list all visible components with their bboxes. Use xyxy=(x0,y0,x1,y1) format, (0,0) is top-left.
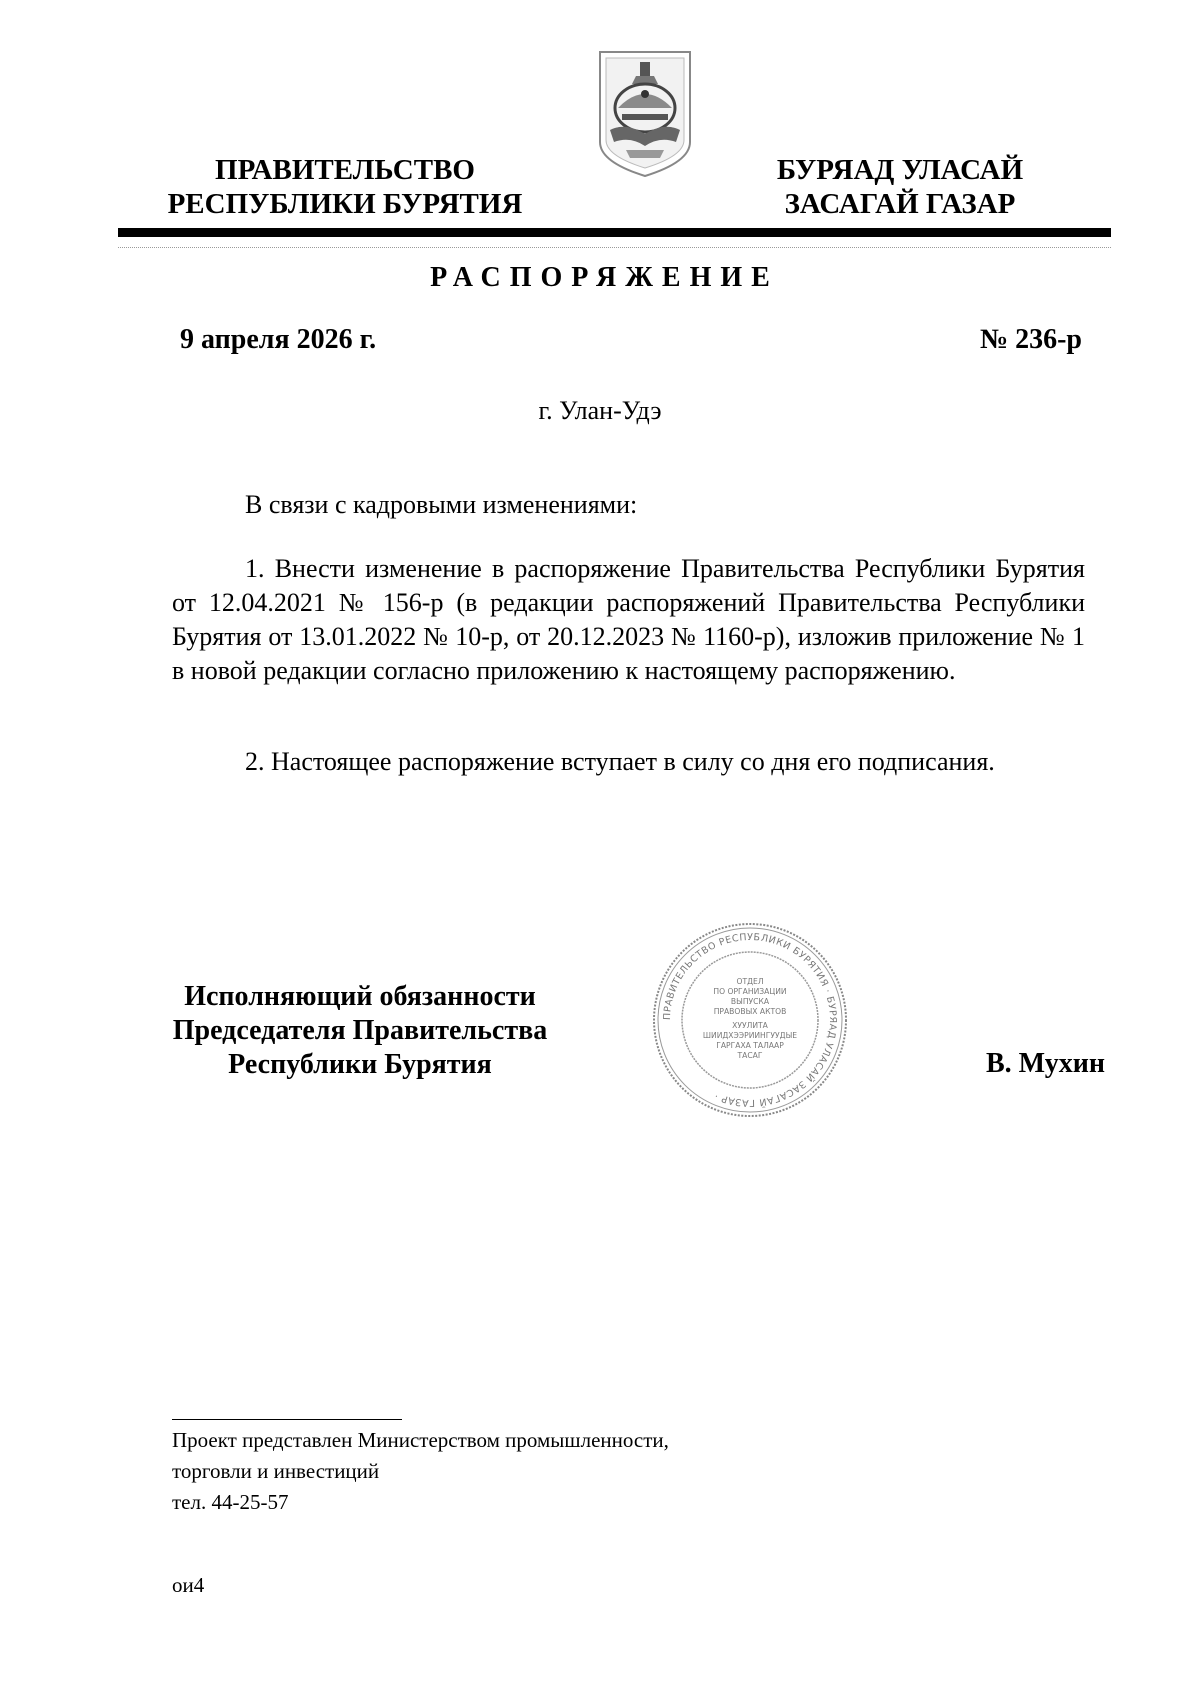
preamble: В связи с кадровыми изменениями: xyxy=(245,490,638,519)
header-left-line1: ПРАВИТЕЛЬСТВО xyxy=(215,154,475,186)
seal-line: ГАРГАХА ТАЛААР xyxy=(716,1041,784,1050)
document-number: № 236-р xyxy=(979,324,1082,355)
document-code: ои4 xyxy=(172,1573,205,1597)
header-divider-thick xyxy=(118,228,1111,237)
header-right-line1: БУРЯАД УЛАСАЙ xyxy=(776,154,1024,186)
seal-ring-text: ПРАВИТЕЛЬСТВО РЕСПУБЛИКИ БУРЯТИЯ · БУРЯАД УЛАСАЙ ЗАСАГАЙ ГАЗАР · xyxy=(661,931,839,1109)
document-date: 9 апреля 2026 г. xyxy=(180,324,377,355)
document-type-title: РАСПОРЯЖЕНИЕ xyxy=(430,262,779,293)
seal-line: ХУУЛИТА xyxy=(732,1021,768,1030)
seal-line: ВЫПУСКА xyxy=(730,997,770,1006)
signatory-name: В. Мухин xyxy=(986,1048,1105,1079)
footnote xyxy=(172,1425,669,1518)
paragraph-1: 1. Внести изменение в распоряжение Правительства Республики Бурятия от 12.04.2021 № 156-р (в редакции распоряжений Правительства Республики Бурятия от 13.01.2022 № 10-р, от 20.12.2023 № 1160-р), изложив приложение № 1 в новой редакции согласно приложению к настоящему распоряжению. xyxy=(172,554,1085,685)
seal-line: ПРАВОВЫХ АКТОВ xyxy=(713,1007,787,1016)
paragraph-2: 2. Настоящее распоряжение вступает в силу со дня его подписания. xyxy=(245,747,995,776)
header-right xyxy=(740,153,1060,221)
signature-title-line1: Исполняющий обязанности xyxy=(184,981,536,1012)
signature-title-line3: Республики Бурятия xyxy=(228,1049,492,1080)
footnote-line2: торговли и инвестиций xyxy=(172,1459,380,1483)
header-left xyxy=(160,153,530,221)
header-divider-thin xyxy=(118,247,1111,248)
seal-line: ПО ОРГАНИЗАЦИИ xyxy=(713,987,787,996)
signature-title xyxy=(160,980,560,1082)
seal-line: ОТДЕЛ xyxy=(736,977,764,986)
coat-of-arms-emblem xyxy=(596,50,694,178)
seal-line: ТАСАГ xyxy=(737,1051,763,1060)
header-left-line2: РЕСПУБЛИКИ БУРЯТИЯ xyxy=(167,188,523,220)
footnote-divider xyxy=(172,1419,402,1420)
footnote-line3: тел. 44-25-57 xyxy=(172,1490,289,1514)
seal-line: ШИИДХЭЭРИИНГУУДЫЕ xyxy=(702,1031,798,1040)
header-right-line2: ЗАСАГАЙ ГАЗАР xyxy=(784,188,1016,220)
signature-title-line2: Председателя Правительства xyxy=(172,1015,548,1046)
footnote-line1: Проект представлен Министерством промышленности, xyxy=(172,1428,669,1452)
official-seal-stamp xyxy=(650,920,850,1120)
document-city: г. Улан-Удэ xyxy=(538,396,662,425)
